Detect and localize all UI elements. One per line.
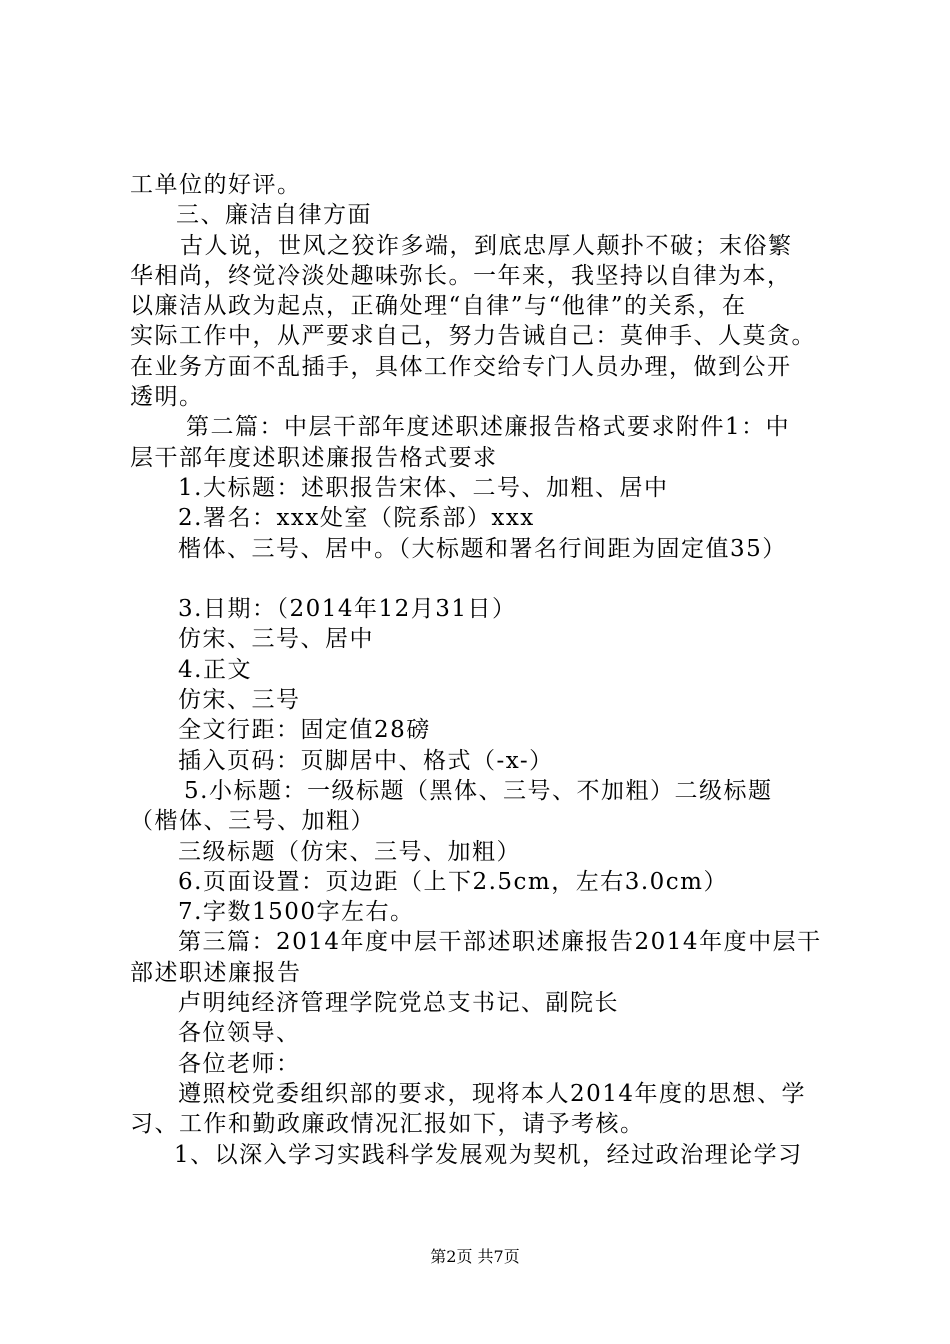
document-body	[130, 170, 850, 1170]
text-line: 实际工作中，从严要求自己，努力告诫自己：莫伸手、人莫贪。	[130, 323, 816, 350]
list-item: 5.小标题：一级标题（黑体、三号、不加粗）二级标题	[184, 777, 773, 804]
text-line: 全文行距：固定值28磅	[178, 717, 431, 744]
chapter-heading: 第二篇：中层干部年度述职述廉报告格式要求附件1：中	[186, 414, 791, 441]
text-line: 透明。	[130, 384, 204, 411]
text-line: 在业务方面不乱插手，具体工作交给专门人员办理，做到公开	[130, 353, 792, 380]
text-line: 工单位的好评。	[130, 172, 302, 198]
list-item: 2.署名：xxx处室（院系部）xxx	[178, 505, 535, 532]
list-item: 3.日期：（2014年12月31日）	[178, 596, 517, 623]
text-line: 习、工作和勤政廉政情况汇报如下，请予考核。	[130, 1111, 645, 1138]
text-line: （楷体、三号、加粗）	[130, 808, 375, 835]
text-line: 楷体、三号、居中。（大标题和署名行间距为固定值35）	[178, 535, 787, 562]
text-line: 仿宋、三号、居中	[178, 626, 374, 653]
list-item: 4.正文	[178, 656, 252, 683]
text-line: 插入页码：页脚居中、格式（-x-）	[178, 747, 554, 774]
text-line: 三级标题（仿宋、三号、加粗）	[178, 838, 521, 865]
text-line: 以廉洁从政为起点，正确处理“自律”与“他律”的关系，在	[130, 293, 747, 320]
author-line: 卢明纯经济管理学院党总支书记、副院长	[178, 990, 619, 1017]
salutation-line: 各位领导、	[178, 1020, 301, 1047]
blank-line	[130, 564, 850, 594]
list-item: 7.字数1500字左右。	[178, 899, 415, 926]
text-line: 古人说，世风之狡诈多端，到底忠厚人颠扑不破；末俗繁	[180, 232, 793, 259]
list-item: 1、以深入学习实践科学发展观为契机，经过政治理论学习	[174, 1141, 803, 1168]
list-item: 6.页面设置：页边距（上下2.5cm，左右3.0cm）	[178, 868, 728, 895]
section-heading: 三、廉洁自律方面	[176, 202, 372, 229]
text-line: 部述职述廉报告	[130, 959, 302, 986]
text-line: 华相尚，终觉冷淡处趣味弥长。一年来，我坚持以自律为本，	[130, 262, 792, 289]
chapter-heading: 第三篇：2014年度中层干部述职述廉报告2014年度中层干	[178, 929, 822, 956]
salutation-line: 各位老师：	[178, 1050, 301, 1077]
text-line: 层干部年度述职述廉报告格式要求	[130, 444, 498, 471]
page-number-footer: 第2页 共7页	[430, 1247, 520, 1266]
text-line: 仿宋、三号	[178, 687, 301, 714]
list-item: 1.大标题：述职报告宋体、二号、加粗、居中	[178, 474, 669, 501]
text-line: 遵照校党委组织部的要求，现将本人2014年度的思想、学	[178, 1080, 807, 1107]
